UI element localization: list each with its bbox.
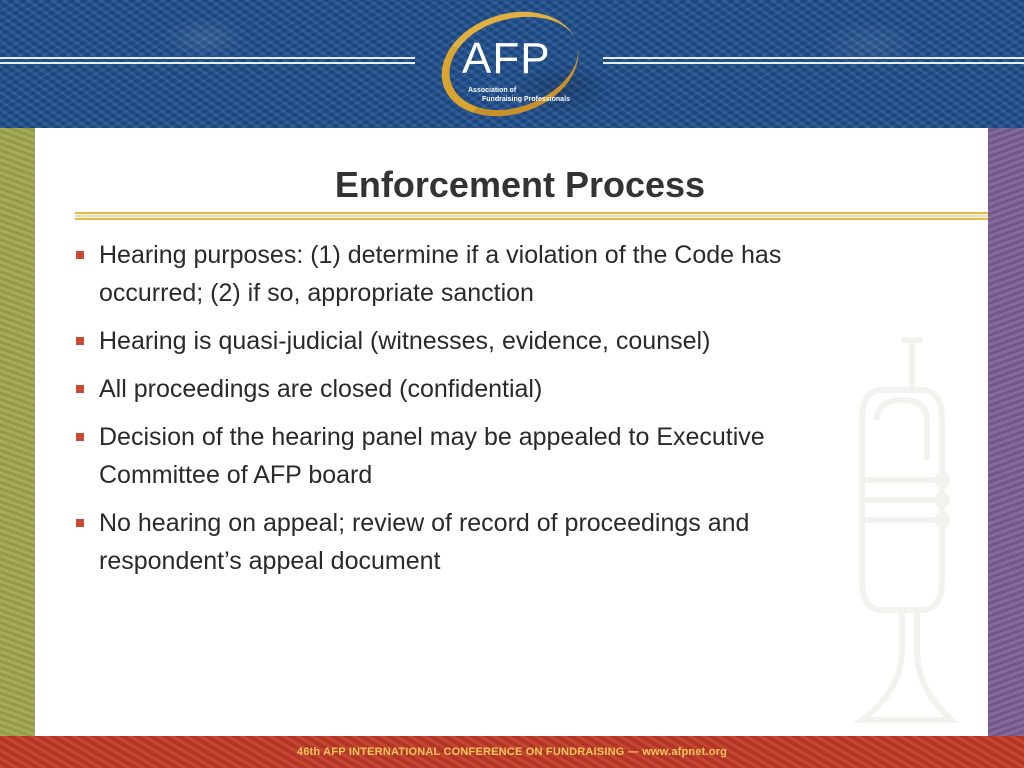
bullet-text: Decision of the hearing panel may be appealed to Executive Committee of AFP board <box>99 423 765 489</box>
footer-band <box>0 736 1024 768</box>
afp-logo <box>440 14 600 116</box>
bullet-text: All proceedings are closed (confidential) <box>99 375 543 403</box>
list-item <box>75 370 875 408</box>
logo-subtitle-line2: Fundraising Professionals <box>482 96 570 103</box>
header-rule-right <box>603 57 1024 64</box>
list-item <box>75 322 875 360</box>
bullet-square-icon <box>76 337 84 345</box>
header-band <box>0 0 1024 128</box>
left-decorative-band <box>0 128 35 736</box>
logo-subtitle-line1: Association of <box>468 87 517 94</box>
slide-title: Enforcement Process <box>334 164 706 205</box>
bullet-square-icon <box>76 433 84 441</box>
title-rule <box>75 212 988 220</box>
bullet-list <box>75 236 875 590</box>
right-decorative-band <box>988 128 1024 736</box>
bullet-square-icon <box>76 251 84 259</box>
list-item <box>75 418 875 494</box>
bullet-text: No hearing on appeal; review of record of proceedings and respondent’s appeal document <box>99 509 750 575</box>
bullet-text: Hearing is quasi-judicial (witnesses, evidence, counsel) <box>99 327 711 355</box>
list-item <box>75 504 875 580</box>
bullet-text: Hearing purposes: (1) determine if a violation of the Code has occurred; (2) if so, appropriate sanction <box>99 241 782 307</box>
header-rule-left <box>0 57 415 64</box>
logo-text: AFP <box>462 34 551 83</box>
bullet-square-icon <box>76 519 84 527</box>
footer-text: 46th AFP INTERNATIONAL CONFERENCE ON FUNDRAISING — www.afpnet.org <box>296 746 728 758</box>
list-item <box>75 236 875 312</box>
bullet-square-icon <box>76 385 84 393</box>
logo-subtitle <box>468 86 598 104</box>
